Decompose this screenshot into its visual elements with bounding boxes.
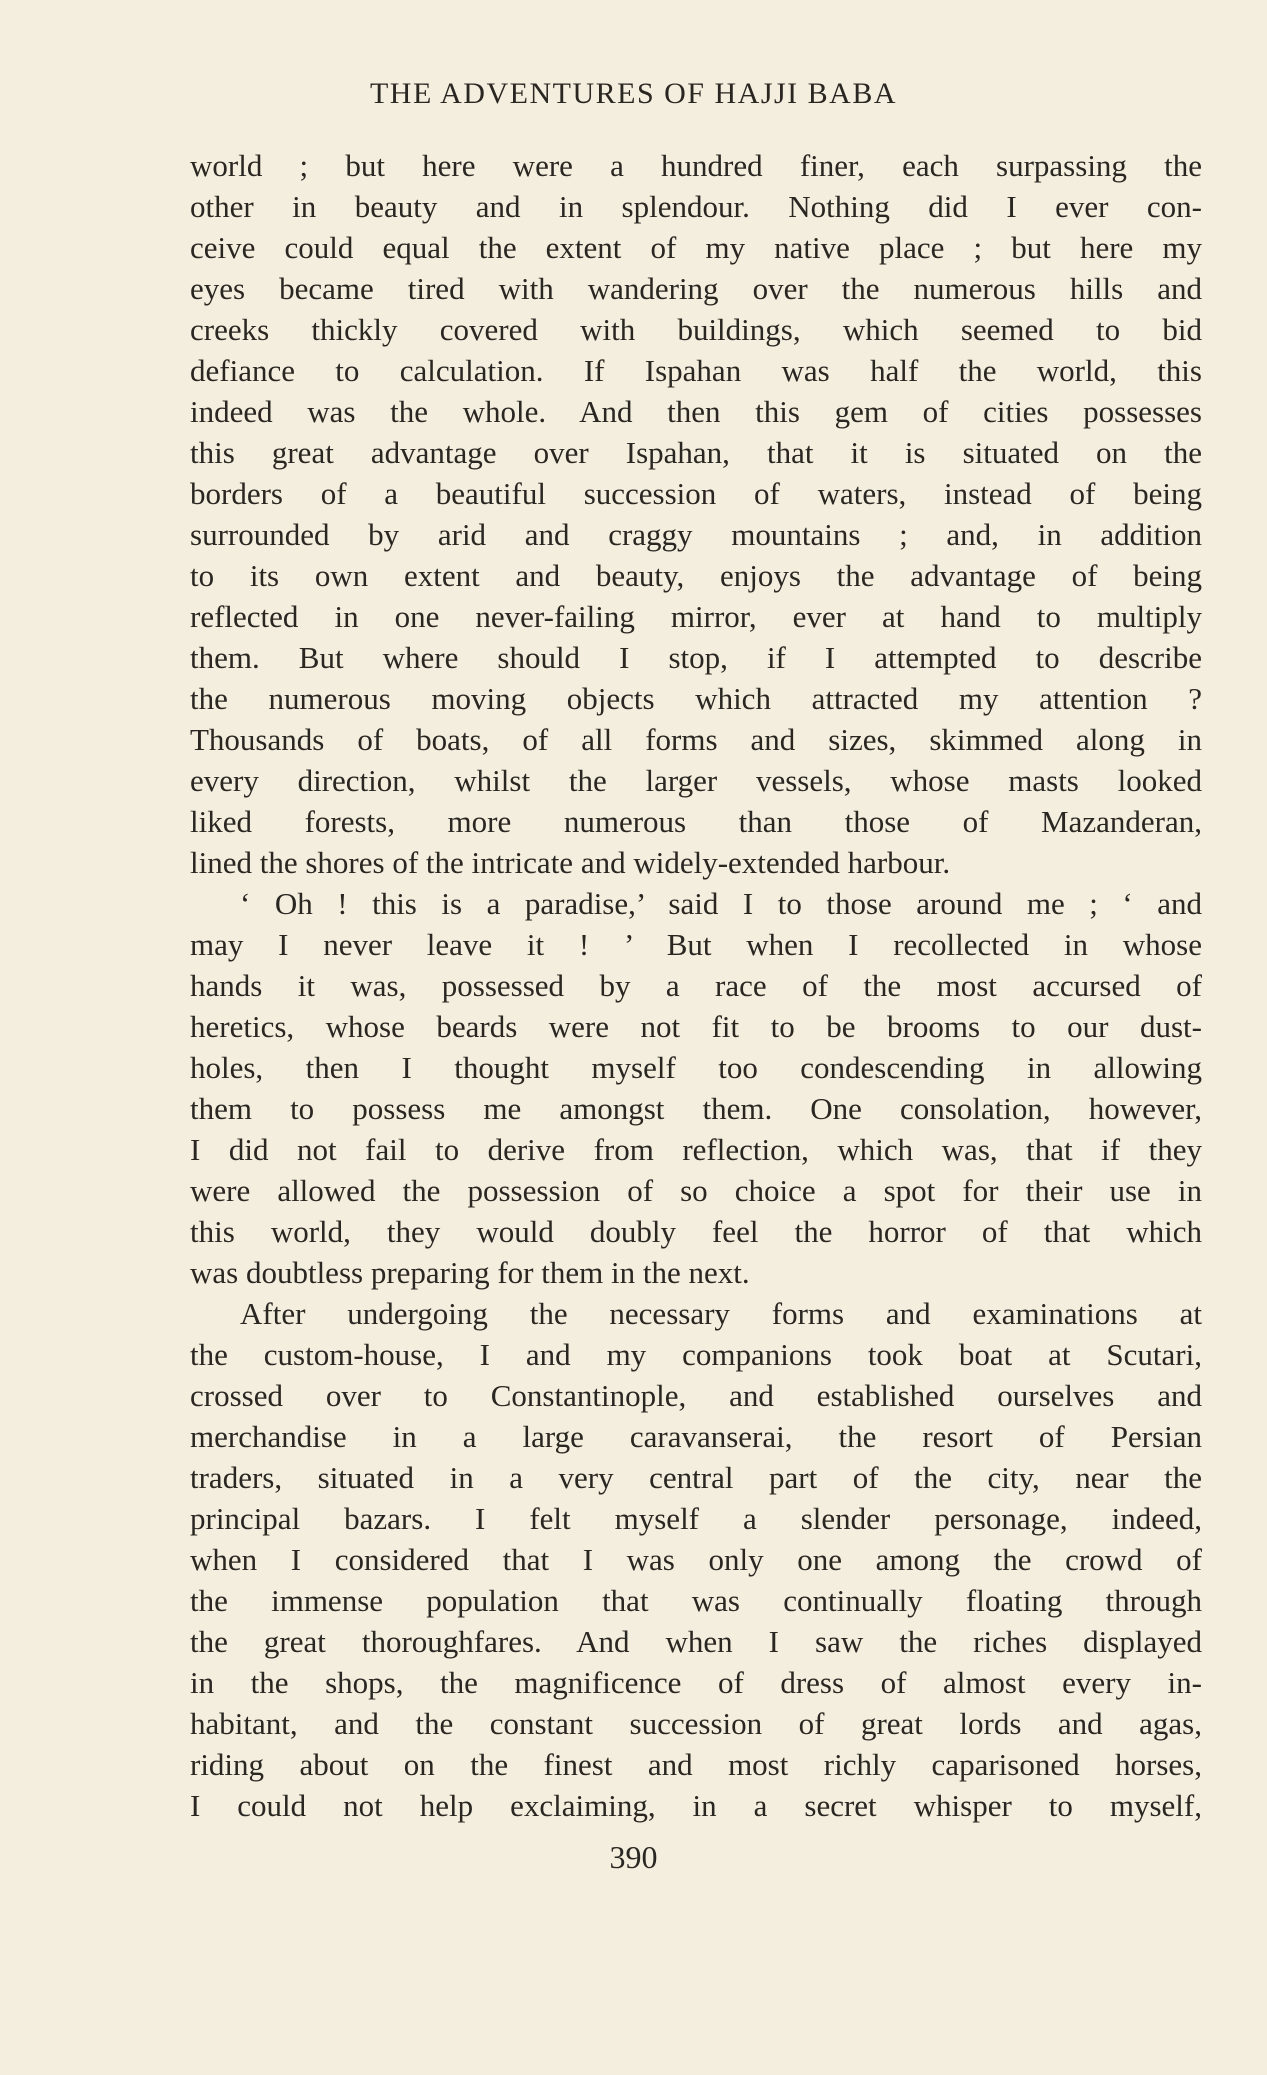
text-line: indeed was the whole. And then this gem of cities possesses [190,394,1202,429]
text-line: borders of a beautiful succession of waters, instead of being [190,476,1202,511]
text-line: heretics, whose beards were not fit to be brooms to our dust- [190,1009,1202,1044]
text-line: riding about on the finest and most richly caparisoned horses, [190,1747,1202,1782]
text-line: surrounded by arid and craggy mountains ; and, in addition [190,517,1202,552]
text-line: After undergoing the necessary forms and examinations at [240,1296,1202,1331]
text-line: reflected in one never-failing mirror, ever at hand to multiply [190,599,1202,634]
text-line: eyes became tired with wandering over the numerous hills and [190,271,1202,306]
text-line: principal bazars. I felt myself a slender personage, indeed, [190,1501,1202,1536]
text-line: ‘ Oh ! this is a paradise,’ said I to those around me ; ‘ and [240,886,1202,921]
text-line: them. But where should I stop, if I attempted to describe [190,640,1202,675]
text-line: other in beauty and in splendour. Nothing did I ever con- [190,189,1202,224]
text-line: creeks thickly covered with buildings, which seemed to bid [190,312,1202,347]
text-line: I did not fail to derive from reflection, which was, that if they [190,1132,1202,1167]
text-line: I could not help exclaiming, in a secret whisper to myself, [190,1788,1202,1823]
text-line: the numerous moving objects which attracted my attention ? [190,681,1202,716]
text-line: was doubtless preparing for them in the next. [190,1255,750,1290]
text-line: world ; but here were a hundred finer, each surpassing the [190,148,1202,183]
text-line: every direction, whilst the larger vessels, whose masts looked [190,763,1202,798]
text-line: habitant, and the constant succession of great lords and agas, [190,1706,1202,1741]
text-line: the custom-house, I and my companions took boat at Scutari, [190,1337,1202,1372]
text-line: Thousands of boats, of all forms and sizes, skimmed along in [190,722,1202,757]
text-line: liked forests, more numerous than those of Mazanderan, [190,804,1202,839]
page-number: 390 [609,1839,658,1875]
text-line: crossed over to Constantinople, and established ourselves and [190,1378,1202,1413]
text-line: hands it was, possessed by a race of the most accursed of [190,968,1202,1003]
text-line: ceive could equal the extent of my native place ; but here my [190,230,1202,265]
text-line: when I considered that I was only one among the crowd of [190,1542,1202,1577]
running-head: THE ADVENTURES OF HAJJI BABA [369,77,898,110]
text-line: holes, then I thought myself too condescending in allowing [190,1050,1202,1085]
text-line: them to possess me amongst them. One consolation, however, [190,1091,1202,1126]
text-line: in the shops, the magnificence of dress of almost every in- [190,1665,1202,1700]
text-line: this great advantage over Ispahan, that it is situated on the [190,435,1202,470]
body-text [190,145,1202,1826]
text-line: the great thoroughfares. And when I saw the riches displayed [190,1624,1202,1659]
text-line: defiance to calculation. If Ispahan was half the world, this [190,353,1202,388]
text-line: lined the shores of the intricate and widely-extended harbour. [190,845,951,880]
text-line: may I never leave it ! ’ But when I recollected in whose [190,927,1202,962]
text-line: to its own extent and beauty, enjoys the advantage of being [190,558,1202,593]
text-line: merchandise in a large caravanserai, the resort of Persian [190,1419,1202,1454]
text-line: this world, they would doubly feel the horror of that which [190,1214,1202,1249]
text-line: the immense population that was continually floating through [190,1583,1202,1618]
text-line: were allowed the possession of so choice a spot for their use in [190,1173,1202,1208]
text-line: traders, situated in a very central part of the city, near the [190,1460,1202,1495]
